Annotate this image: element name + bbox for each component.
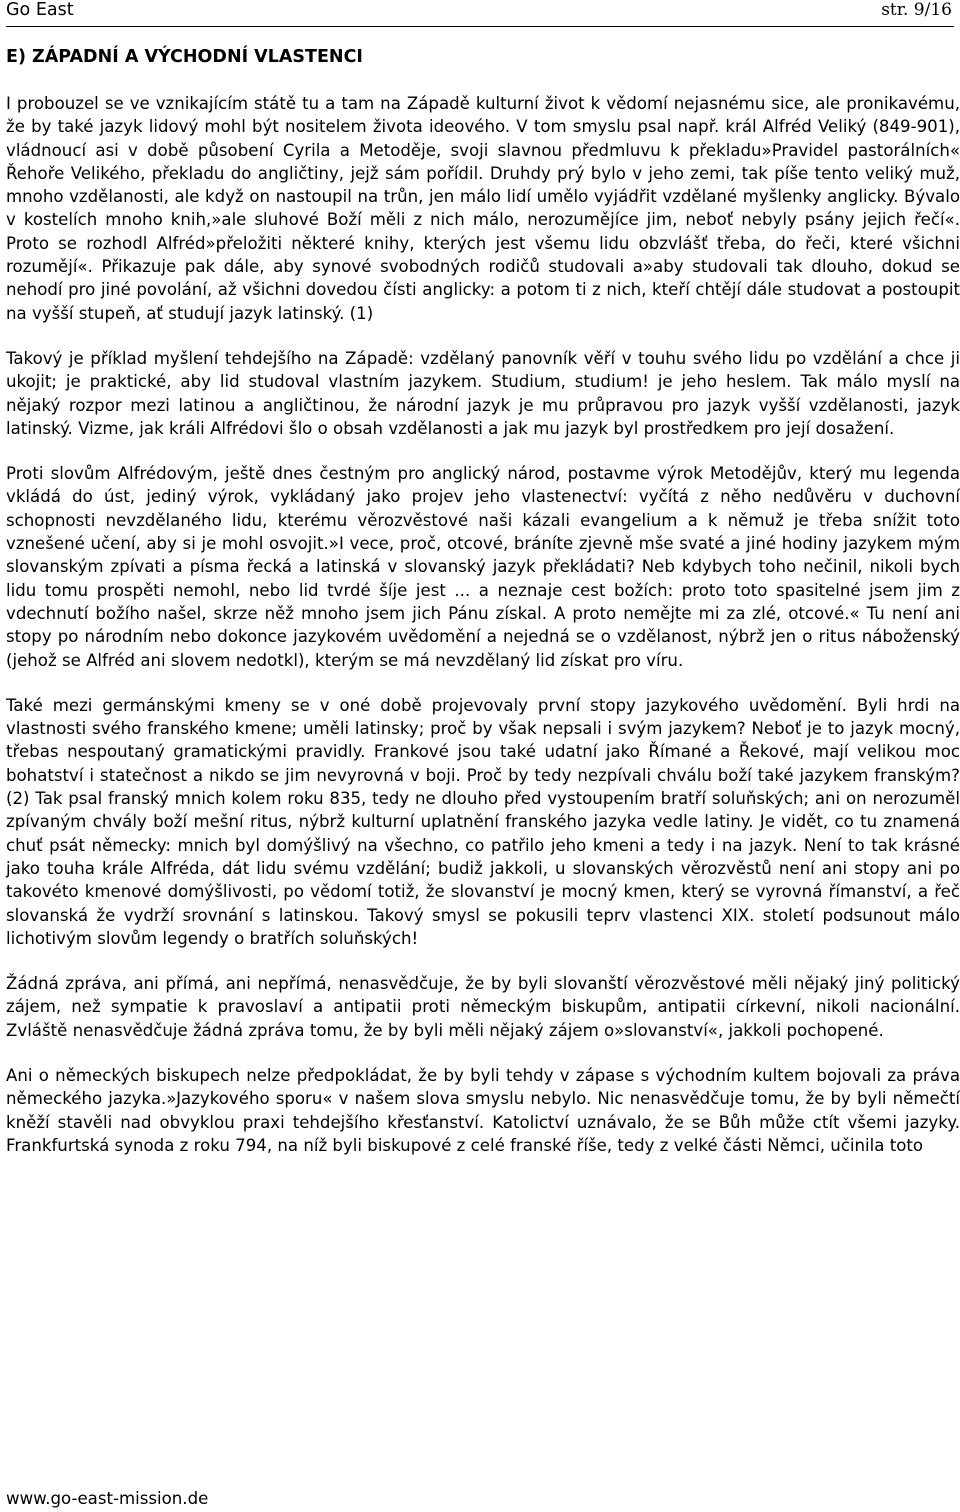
paragraph-3: Proti slovům Alfrédovým, ještě dnes čestným pro anglický národ, postavme výrok Metodějův, který mu legenda vkládá do úst, jediný výrok, vykládaný jako projev jeho vlastenectví: vyčítá z něho nedůvěru v duchovní schopnosti nevzdělaného lidu, kterému věrozvěstové naši kázali evangelium a k němuž je třeba snížit toto vznešené učení, aby si je mohl osvojit.»I vece, proč, otcové, bráníte zjevně mše svaté a jiné hodiny jazykem mým slovanským zpívati a písma řecká a latinská v slovanský jazyk překládati? Neb kdybych toho nečinil, nikoli bych lidu tomu prospěti nemohl, nebo lid tvrdé šíje jest ... a neznaje cest božích: proto toto spasitelné jsem jim z vdechnutí božího našel, skrze něž mnoho jsem jich Pánu získal. A proto nemějte mi za zlé, otcové.« Tu není ani stopy po národním nebo dokonce jazykovém uvědomění a nejedná se o vzdělanost, nýbrž jen o ritus náboženský (jehož se Alfréd ani slovem nedotkl), kterým se má nevzdělaný lid získat pro víru. xyxy=(6,464,960,670)
paragraph-2: Takový je příklad myšlení tehdejšího na Západě: vzdělaný panovník věří v touhu svého lidu po vzdělání a chce ji ukojit; je praktické, aby lid studoval vlastním jazykem. Studium, studium! je jeho heslem. Tak málo myslí na nějaký rozpor mezi latinou a angličtinou, že národní jazyk je mu průpravou pro jazyk vyšší vzdělanosti, jazyk latinský. Vizme, jak králi Alfrédovi šlo o obsah vzdělanosti a jak mu jazyk byl prostředkem pro její dosažení. xyxy=(6,348,960,438)
page-header xyxy=(6,0,954,27)
paragraph-4: Také mezi germánskými kmeny se v oné době projevovaly první stopy jazykového uvědomění. Byli hrdi na vlastnosti svého franského kmene; uměli latinsky; proč by však nepsali i svým jazykem? Neboť je to jazyk mocný, třebas nespoutaný gramatickými pravidly. Frankové jsou také udatní jako Římané a Řekové, mají velikou moc bohatství i statečnost a nikdo se jim nevyrovná v boji. Proč by tedy nezpívali chválu boží také jazykem franským? (2) Tak psal franský mnich kolem roku 835, tedy ne dlouho před vystoupením bratří soluňských; ani on nerozuměl zpívaným chvály boží mešní ritus, nýbrž kulturní uplatnění franského jazyka vedle latiny. Je vidět, co tu znamená chuť psát německy: mnich byl domýšlivý na všechno, co patřilo jeho kmeni a tedy i na jazyk. Není to tak krásné jako touha krále Alfréda, dát lidu svému vzdělání; budiž jakkoli, u slovanských věrozvěstů není ani stopy ani po takovéto kmenové domýšlivosti, po vědomí totiž, že slovanství je mocný kmen, který se vyrovná římanství, a řeč slovanská že vydrží srovnání s latinskou. Takový smysl se pokusili teprv vlastenci XIX. století podsunout málo lichotivým slovům legendy o bratřích soluňských! xyxy=(6,695,960,948)
page-footer-url: www.go-east-mission.de xyxy=(6,1489,209,1508)
paragraph-1: I probouzel se ve vznikajícím státě tu a tam na Západě kulturní život k vědomí nejasnému sice, ale pronikavému, že by také jazyk lidový mohl být nositelem života ideového. V tom smyslu psal např. král Alfréd Veliký (849-901), vládnoucí asi v době působení Cyrila a Metoděje, svoji slavnou předmluvu k překladu»Pravidel pastorálních« Řehoře Velikého, překladu do angličtiny, jejž sám pořídil. Druhdy prý bylo v jeho zemi, tak píše tento veliký muž, mnoho vzdělanosti, ale když on nastoupil na trůn, jen málo lidí umělo vyjádřit vzdělané myšlenky anglicky. Bývalo v kostelích mnoho knih,»ale sluhové Boží měli z nich málo, nerozumějíce jim, neboť nebyly psány jejich řečí«. Proto se rozhodl Alfréd»přeložiti některé knihy, kterých jest všemu lidu obzvlášť třeba, do řeči, které všichni rozumějí«. Přikazuje pak dále, aby synové svobodných rodičů studovali a»aby studovali tak dlouho, dokud se nehodí pro jiné povolání, až všichni dovedou čísti anglicky: a potom ti z nich, kteří chtějí dále studovat a postoupit na vyšší stupeň, ať studují jazyk latinský. (1) xyxy=(6,94,960,323)
page-number: str. 9/16 xyxy=(881,0,952,20)
paragraph-6: Ani o německých biskupech nelze předpokládat, že by byli tehdy v zápase s východním kultem bojovali za práva německého jazyka.»Jazykového sporu« v našem slova smyslu nebylo. Nic nenasvědčuje tomu, že by byli němečtí kněží stavěli nad obvyklou praxi tehdejšího křesťanství. Katolictví uznávalo, že se Bůh může ctít všemi jazyky. Frankfurtská synoda z roku 794, na níž byli biskupové z celé franské říše, tedy z velké části Němci, učinila toto xyxy=(6,1065,960,1155)
section-title: E) ZÁPADNÍ A VÝCHODNÍ VLASTENCI xyxy=(6,47,363,67)
header-title: Go East xyxy=(6,0,74,20)
paragraph-5: Žádná zpráva, ani přímá, ani nepřímá, nenasvědčuje, že by byli slovanští věrozvěstové měli nějaký jiný politický zájem, než sympatie k pravoslaví a antipatii proti německým biskupům, antipatii církevní, nikoli nacionální. Zvláště nenasvědčuje žádná zpráva tomu, že by byli měli nějaký zájem o»slovanství«, jakkoli pochopené. xyxy=(6,974,960,1040)
main-content xyxy=(6,40,960,1157)
